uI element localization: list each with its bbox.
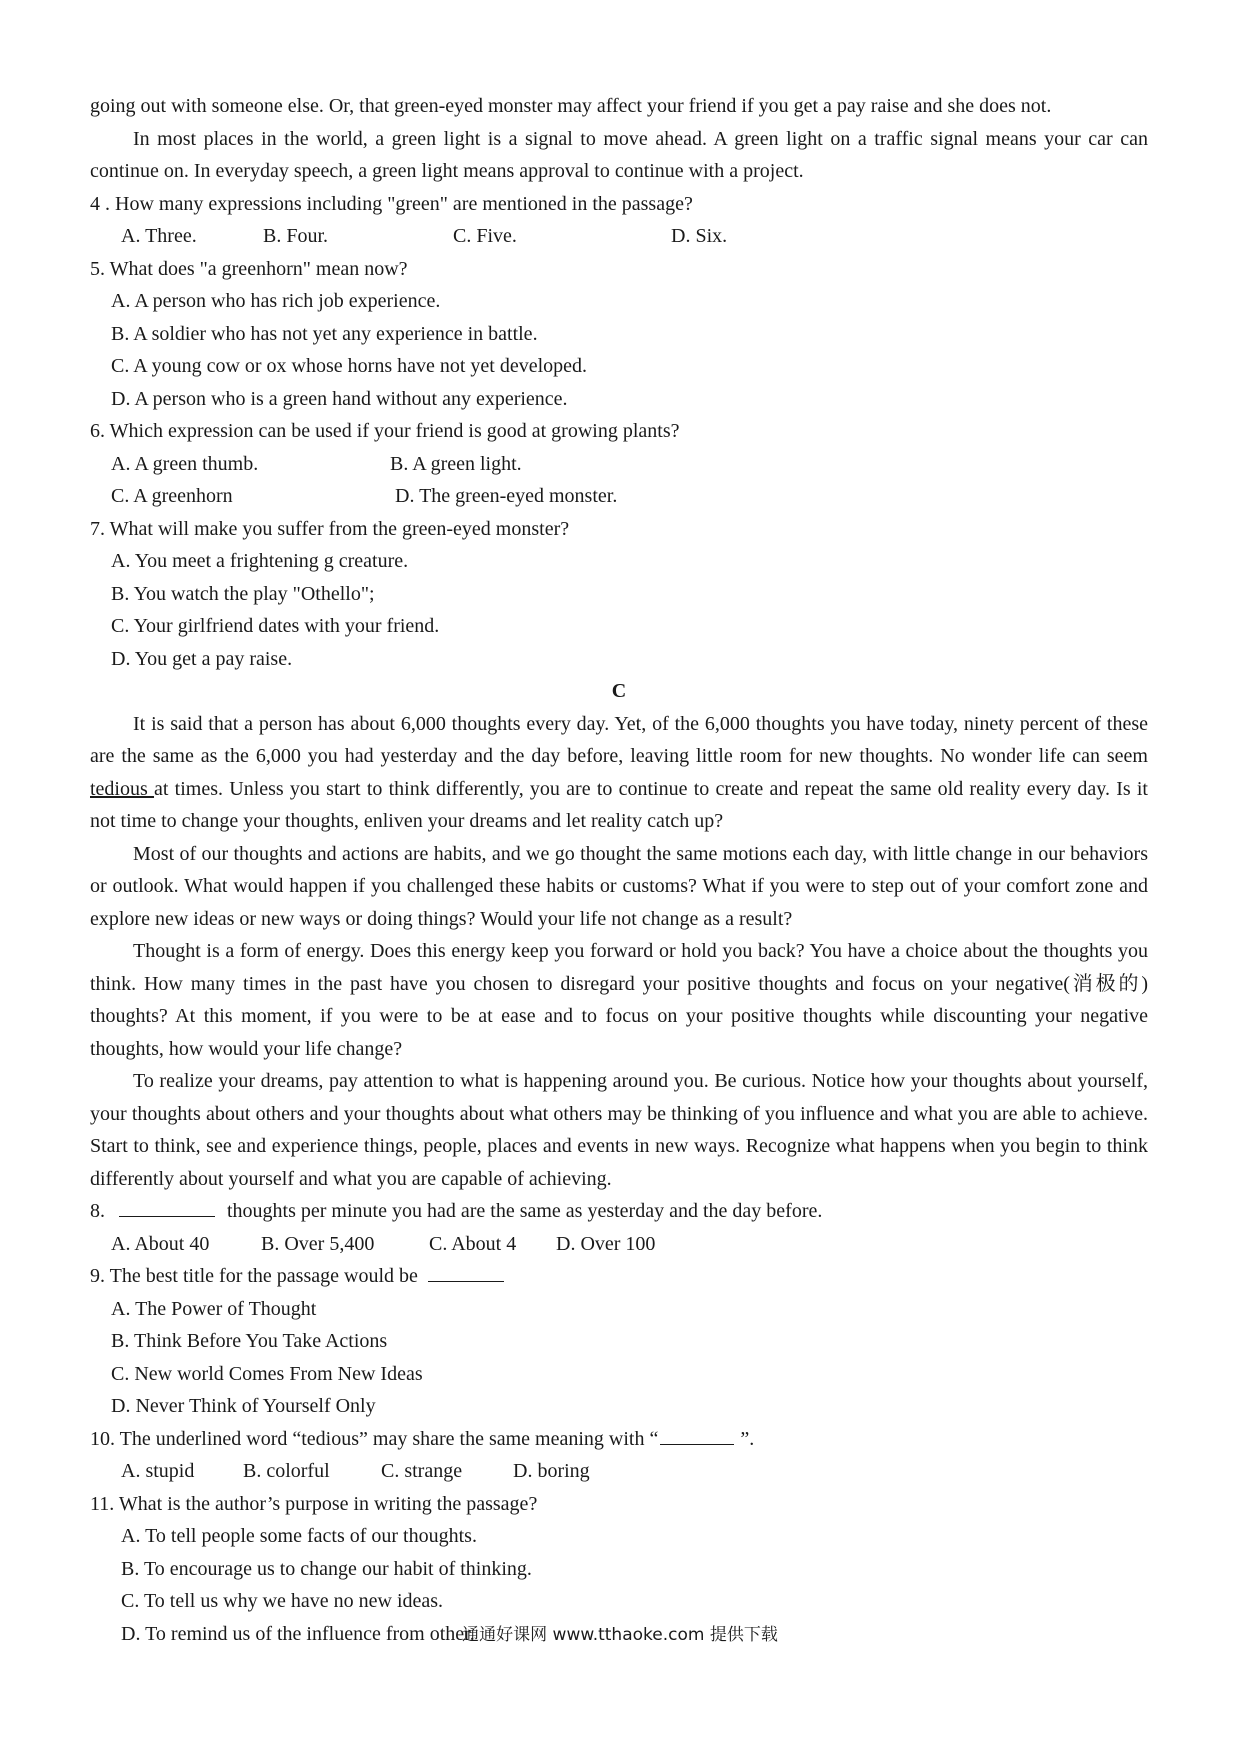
question-4-option-b: B. Four.	[263, 225, 329, 247]
passage-c-paragraph-3: Thought is a form of energy. Does this energy keep you forward or hold you back? You have a choice about the thoughts you think. How many times in the past have you chosen to disregard your positive thoughts and focus on your negative(消极的) thoughts? At this moment, if you were to be at ease and to focus on your positive thoughts while discounting your negative thoughts, how would your life change?	[90, 940, 1148, 1060]
question-6-option-a: A. A green thumb.	[111, 452, 259, 475]
passage-c-p1-before: It is said that a person has about 6,000 thoughts every day. Yet, of the 6,000 thoughts you have today, ninety percent of these are the same as the 6,000 you had yesterday and the day before, leaving little room for new thoughts. No wonder life can seem	[90, 712, 1148, 767]
question-10-options	[90, 1455, 1148, 1488]
question-9-option-b: B. Think Before You Take Actions	[111, 1330, 388, 1352]
question-10-option-c: C. strange	[381, 1460, 463, 1482]
question-7-option-b: B. You watch the play "Othello";	[111, 582, 375, 605]
question-8-options	[90, 1228, 1148, 1261]
question-6-stem: 6. Which expression can be used if your friend is good at growing plants?	[90, 420, 680, 442]
question-6-option-c: C. A greenhorn	[111, 485, 233, 507]
question-9-option-d: D. Never Think of Yourself Only	[111, 1395, 376, 1417]
question-9-option-c: C. New world Comes From New Ideas	[111, 1362, 423, 1385]
section-c-heading: C	[611, 680, 627, 702]
question-4-options	[90, 220, 1148, 253]
question-8-option-d: D. Over 100	[556, 1232, 656, 1255]
green-light-paragraph: In most places in the world, a green light is a signal to move ahead. A green light on a traffic signal means your car can continue on. In everyday speech, a green light means approval to continue with a project.	[90, 127, 1148, 182]
question-7-option-d: D. You get a pay raise.	[111, 647, 293, 670]
question-9-stem	[90, 1260, 1148, 1293]
page-content	[90, 90, 1148, 1650]
intro-line: going out with someone else. Or, that green-eyed monster may affect your friend if you get a pay raise and she does not.	[90, 95, 1052, 117]
question-5-option-c: C. A young cow or ox whose horns have not yet developed.	[111, 355, 588, 377]
question-6-options-row-1	[90, 448, 1148, 481]
question-10-stem	[90, 1423, 1148, 1456]
question-6-option-b: B. A green light.	[390, 452, 522, 475]
passage-c-paragraph-2: Most of our thoughts and actions are habits, and we go thought the same motions each day, with little change in our behaviors or outlook. What would happen if you challenged these habits or customs? What if you were to step out of your comfort zone and explore new ideas or new ways or doing things? Would your life not change as a result?	[90, 842, 1148, 930]
question-7-stem: 7. What will make you suffer from the green-eyed monster?	[90, 517, 570, 540]
question-7-option-c: C. Your girlfriend dates with your friend.	[111, 615, 440, 637]
question-10-option-d: D. boring	[513, 1460, 590, 1482]
question-5-stem: 5. What does "a greenhorn" mean now?	[90, 257, 408, 280]
question-6-options-row-2	[90, 480, 1148, 513]
question-11-stem: 11. What is the author’s purpose in writing the passage?	[90, 1492, 538, 1515]
question-4-stem: 4 . How many expressions including "green" are mentioned in the passage?	[90, 192, 693, 215]
question-8-blank	[119, 1196, 215, 1217]
passage-c-paragraph-1	[90, 708, 1148, 838]
question-7-option-a: A. You meet a frightening g creature.	[111, 550, 409, 572]
passage-c-paragraph-4: To realize your dreams, pay attention to what is happening around you. Be curious. Notice how your thoughts about yourself, your thoughts about others and your thoughts about what others may be thinking of you influence and what you are able to achieve. Start to think, see and experience things, people, places and events in new ways. Recognize what happens when you begin to think differently about yourself and what you are capable of achieving.	[90, 1070, 1148, 1190]
question-8-option-a: A. About 40	[111, 1232, 210, 1255]
question-8-option-c: C. About 4	[429, 1232, 517, 1255]
question-10-option-a: A. stupid	[121, 1460, 195, 1482]
question-8-stem	[90, 1195, 1148, 1228]
question-8-number: 8.	[90, 1200, 105, 1222]
question-10-text-before: 10. The underlined word “tedious” may share the same meaning with “	[90, 1427, 659, 1450]
question-10-option-b: B. colorful	[243, 1460, 330, 1482]
question-9-option-a: A. The Power of Thought	[111, 1297, 317, 1320]
passage-c-p1-after: at times. Unless you start to think differently, you are to continue to create and repeat the same old reality every day. Is it not time to change your thoughts, enliven your dreams and let reality catch up?	[90, 777, 1148, 832]
question-11-option-d: D. To remind us of the influence from other.	[121, 1622, 475, 1645]
underlined-word-tedious: tedious	[90, 777, 155, 800]
question-5-option-d: D. A person who is a green hand without any experience.	[111, 387, 568, 410]
question-10-text-after: ”.	[740, 1427, 755, 1450]
question-8-option-b: B. Over 5,400	[261, 1232, 375, 1255]
question-4-option-d: D. Six.	[671, 225, 728, 247]
question-11-option-b: B. To encourage us to change our habit of thinking.	[121, 1557, 532, 1580]
question-10-blank	[660, 1424, 734, 1445]
question-8-text: thoughts per minute you had are the same as yesterday and the day before.	[227, 1200, 823, 1222]
question-9-text: 9. The best title for the passage would be	[90, 1265, 418, 1287]
page-footer: 通通好课网 www.tthaoke.com 提供下载	[462, 1625, 778, 1645]
question-5-option-b: B. A soldier who has not yet any experience in battle.	[111, 322, 538, 345]
question-11-option-a: A. To tell people some facts of our thoughts.	[121, 1525, 477, 1547]
question-11-option-c: C. To tell us why we have no new ideas.	[121, 1590, 444, 1612]
question-4-option-a: A. Three.	[121, 225, 197, 247]
question-4-option-c: C. Five.	[453, 225, 517, 247]
question-9-blank	[428, 1261, 504, 1282]
question-6-option-d: D. The green-eyed monster.	[395, 485, 618, 507]
question-5-option-a: A. A person who has rich job experience.	[111, 290, 441, 312]
